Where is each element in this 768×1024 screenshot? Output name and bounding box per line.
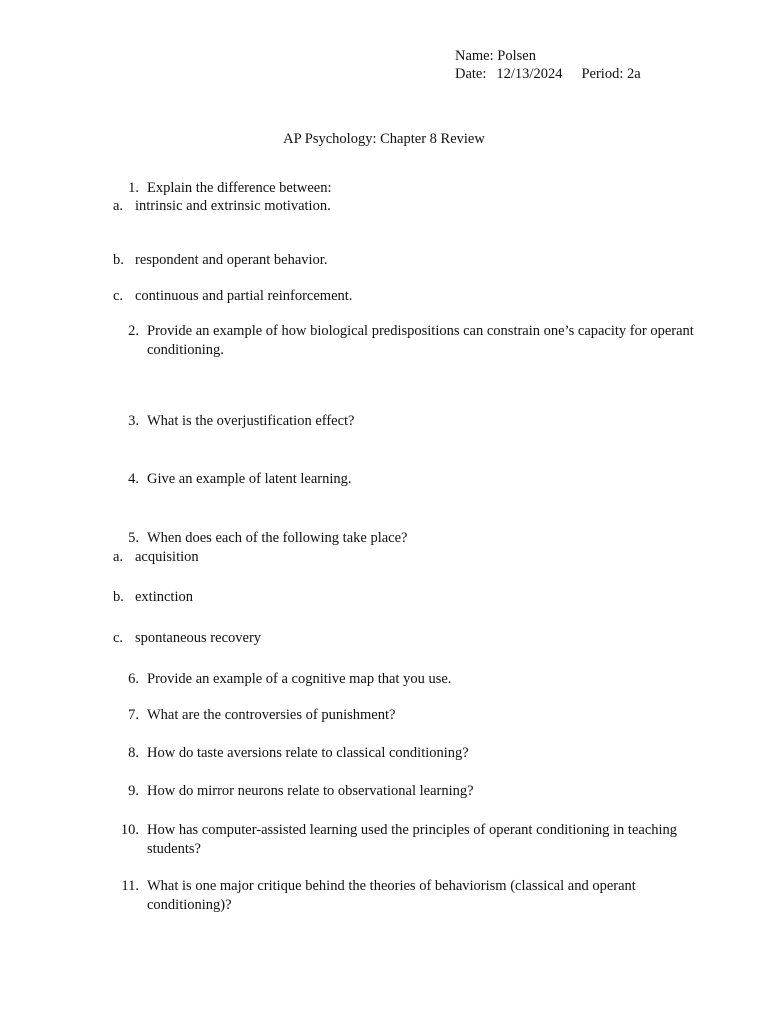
sub-letter: a.: [113, 198, 124, 214]
question-number: 5.: [128, 530, 139, 546]
sub-letter: a.: [113, 549, 124, 565]
name-line: [455, 47, 641, 65]
sub-letter: b.: [113, 252, 124, 268]
question-3: [118, 412, 718, 431]
sub-text: acquisition: [135, 549, 199, 565]
name-label: Name:: [455, 48, 494, 64]
sub-letter: c.: [113, 288, 124, 304]
sub-text: continuous and partial reinforcement.: [135, 288, 353, 304]
question-number: 7.: [128, 707, 139, 723]
sub-text: respondent and operant behavior.: [135, 252, 328, 268]
sub-text: extinction: [135, 589, 193, 605]
page-title-row: [0, 131, 768, 148]
question-text: How do taste aversions relate to classical conditioning?: [147, 745, 469, 761]
question-text: Provide an example of how biological predispositions can constrain one’s capacity for operant conditioning.: [147, 323, 694, 358]
question-number: 3.: [128, 413, 139, 429]
date-period-line: [455, 65, 641, 83]
q1-sub-b: [113, 251, 327, 269]
question-number: 6.: [128, 671, 139, 687]
question-7: [118, 706, 718, 725]
question-2: [118, 322, 718, 359]
q5-sub-b: [113, 588, 193, 606]
question-text: Explain the difference between:: [147, 180, 332, 196]
question-text: Give an example of latent learning.: [147, 471, 352, 487]
question-text: Provide an example of a cognitive map that you use.: [147, 671, 452, 687]
question-4: [118, 470, 718, 489]
question-text: How do mirror neurons relate to observational learning?: [147, 783, 474, 799]
date-value: 12/13/2024: [496, 66, 563, 82]
question-9: [118, 782, 718, 801]
question-5: [118, 529, 718, 548]
sub-text: spontaneous recovery: [135, 630, 262, 646]
q5-sub-a: [113, 548, 199, 566]
period-label: Period:: [581, 66, 624, 82]
q5-sub-c: [113, 629, 261, 647]
question-text: What is the overjustification effect?: [147, 413, 355, 429]
question-text: What is one major critique behind the theories of behaviorism (classical and operant conditioning)?: [147, 878, 636, 913]
date-label: Date:: [455, 66, 487, 82]
question-number: 10.: [120, 822, 139, 838]
q1-sub-a: [113, 197, 331, 215]
question-11: [118, 877, 718, 914]
question-10: [118, 821, 718, 858]
question-number: 8.: [128, 745, 139, 761]
question-1: [118, 179, 718, 198]
question-text: What are the controversies of punishment?: [147, 707, 396, 723]
question-text: When does each of the following take place?: [147, 530, 408, 546]
question-number: 1.: [128, 180, 139, 196]
question-number: 11.: [121, 878, 139, 894]
question-number: 9.: [128, 783, 139, 799]
question-8: [118, 744, 718, 763]
question-number: 4.: [128, 471, 139, 487]
page-title: AP Psychology: Chapter 8 Review: [283, 131, 485, 147]
sub-letter: b.: [113, 589, 124, 605]
sub-letter: c.: [113, 630, 124, 646]
student-header: [455, 47, 641, 83]
period-value: 2a: [626, 66, 641, 82]
question-number: 2.: [128, 323, 139, 339]
sub-text: intrinsic and extrinsic motivation.: [135, 198, 331, 214]
question-6: [118, 670, 718, 689]
name-value: Polsen: [497, 48, 536, 64]
q1-sub-c: [113, 287, 352, 305]
question-text: How has computer-assisted learning used the principles of operant conditioning in teaching students?: [147, 822, 678, 857]
